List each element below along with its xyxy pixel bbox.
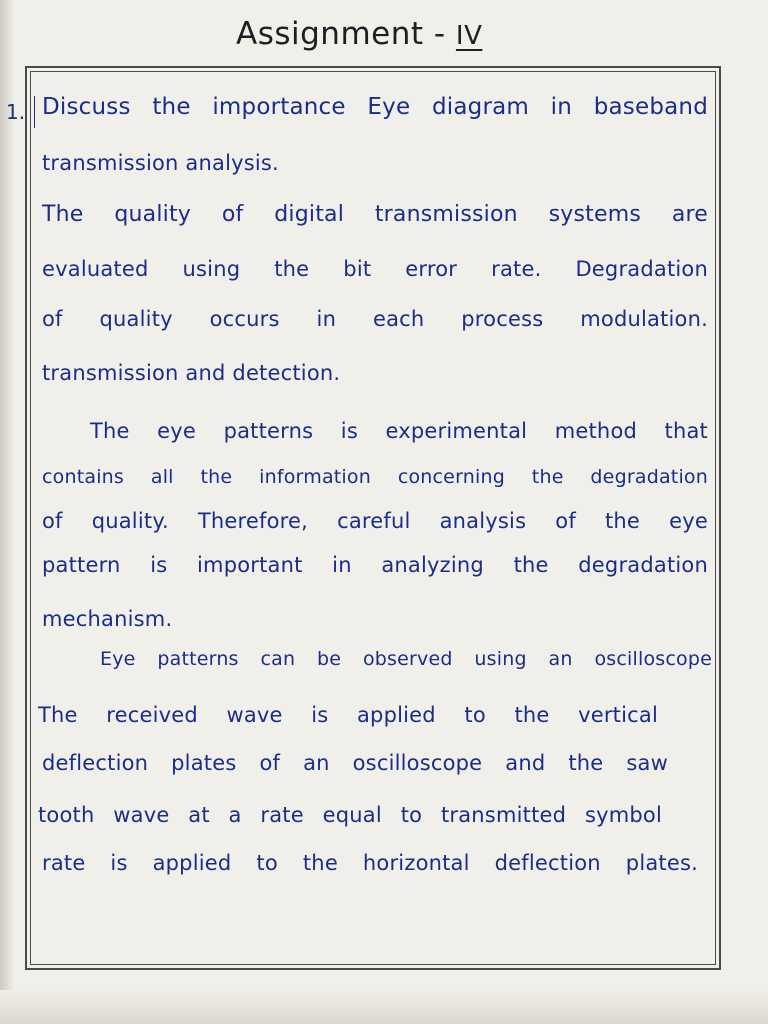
answer-line: Eye patterns can be observed using an oscilloscope (100, 648, 712, 670)
question-line-1: Discuss the importance Eye diagram in baseband (42, 94, 708, 120)
question-line-2: transmission analysis. (42, 151, 279, 175)
answer-line: tooth wave at a rate equal to transmitted symbol (38, 803, 662, 827)
answer-line: of quality occurs in each process modulation. (42, 307, 708, 331)
page-bottom-shadow (0, 990, 768, 1024)
answer-line: mechanism. (42, 607, 173, 631)
answer-line: pattern is important in analyzing the degradation (42, 553, 708, 577)
answer-line: transmission and detection. (42, 361, 341, 385)
question-number: 1. (6, 100, 26, 124)
assignment-heading (236, 16, 482, 52)
answer-line: contains all the information concerning the degradation (42, 466, 708, 488)
answer-line: of quality. Therefore, careful analysis of the eye (42, 509, 708, 533)
margin-rule (34, 96, 35, 128)
assignment-number: IV (455, 21, 483, 51)
answer-line: deflection plates of an oscilloscope and the saw (42, 751, 668, 775)
answer-line: The eye patterns is experimental method that (90, 419, 708, 443)
answer-line: The quality of digital transmission systems are (42, 202, 708, 227)
answer-line: The received wave is applied to the vertical (38, 703, 658, 727)
answer-line: rate is applied to the horizontal deflection plates. (42, 851, 698, 875)
answer-line: evaluated using the bit error rate. Degradation (42, 257, 708, 281)
page-edge-shadow (0, 0, 14, 1024)
assignment-heading-prefix: Assignment - (236, 16, 456, 52)
